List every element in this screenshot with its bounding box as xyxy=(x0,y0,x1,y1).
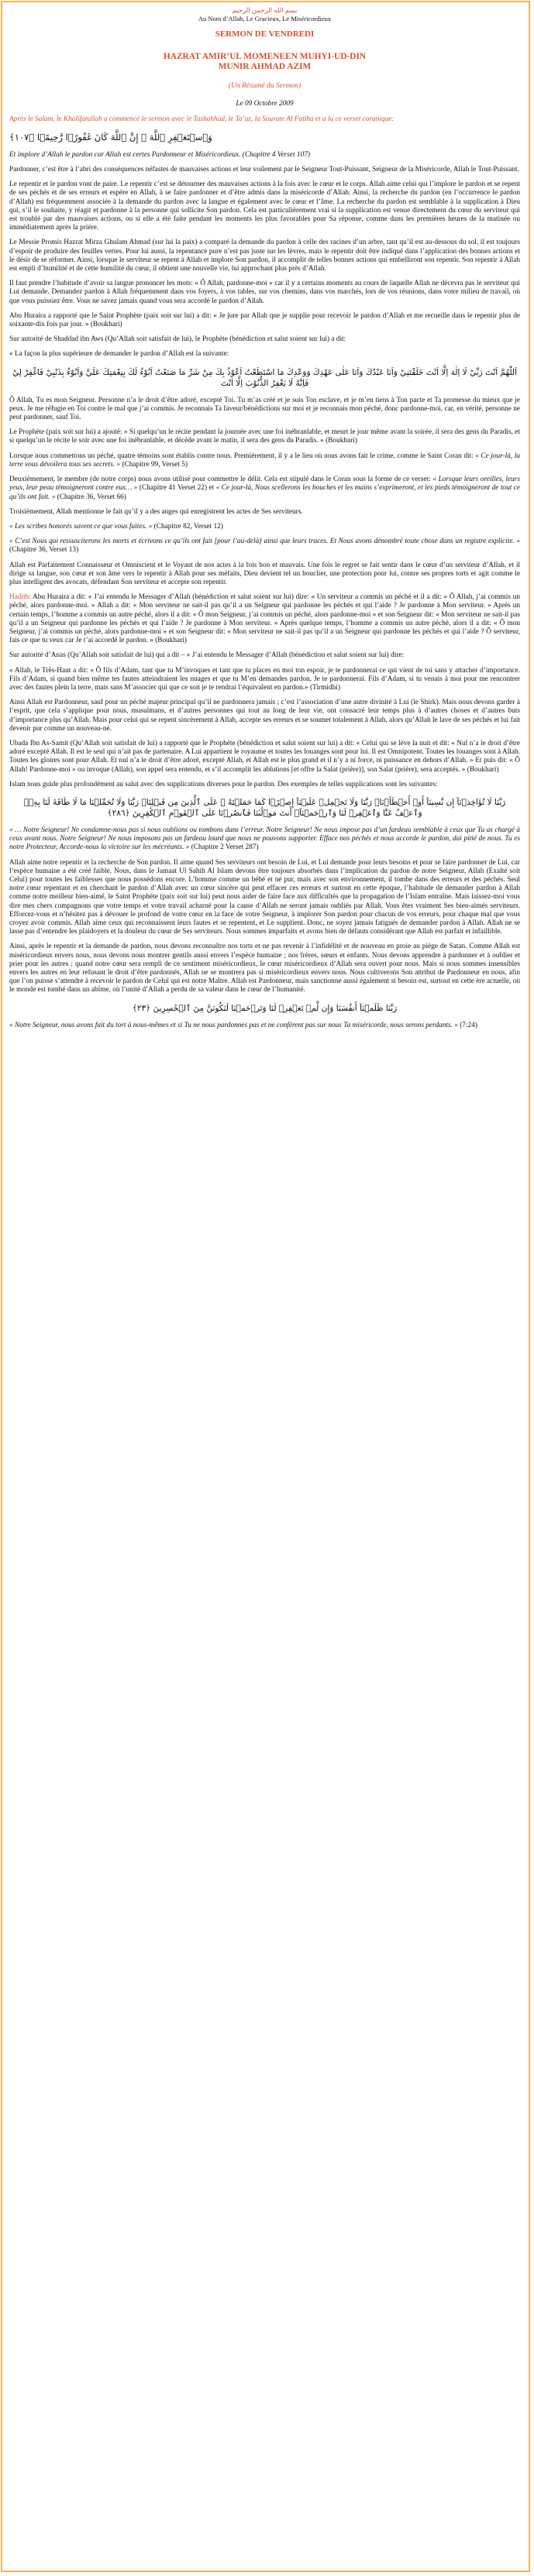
paragraph xyxy=(9,826,520,853)
text-span: (Chapitre 99, Verset 5) xyxy=(120,460,188,469)
paragraph: Sur autorité d’Anas (Qu’Allah soit satisfait de lui) qui a dit – « J’ai entendu le Messager d’Allah (bénédiction et salut soient sur lui) dire: xyxy=(9,651,405,660)
sermon-date: Le 09 Octobre 2009 xyxy=(236,100,294,108)
paragraph: Le Prophète (paix soit sur lui) a ajouté: « Si quelqu’un le récite pendant la journée avec une foi inébranlable, et meurt le jour même avant la soirée, il sera des gens du Paradis, et si quelqu’un le récite le soir avec une foi inébranlable, et décède avant le matin, il sera des gens du Paradis. » (Boukhari) xyxy=(9,428,520,445)
paragraph: Le repentir et le pardon vont de paire. Le repentir c’est se détourner des mauvaises actions à la fois avec le cœur et le corps. Allah aime celui qui l’implore le pardon et se repent de ses péchés et de ses erreurs et espère en Allah, à se faire pardonner et d’être admis dans la miséricorde d’Allah. Ainsi, la recherche du pardon (en l’occurrence le pardon d’Allah) est fréquemment associée à la demande du pardon avec la langue et également avec le cœur et l’âme. La recherche du pardon est semblable à la supplication à Dieu qui, s’il le souhaite, y réagit et pardonne à la personne qui sollicite Son pardon. Cela est particulièrement vrai si la supplication est venue directement du cœur du serviteur qui est troublé par des mauvaises actions, ou si elle a été faite pendant les moments les plus favorables pour Sa réponse, comme dans les premières heures de la matinée ou immédiatement après la prière. xyxy=(9,180,520,232)
quran-verse-1: وَٱسۡتَغۡفِرِ ٱللَّهَ ۖ إِنَّ ٱللَّهَ كَانَ غَفُورً۬ا رَّحِيمً۬ا ﴿١٠٧﴾ xyxy=(9,131,212,143)
quote-span: « … Notre Seigneur! Ne condamne-nous pas si nous oublions ou tombons dans l’erreur. Notre Seigneur! Ne nous impose pas d’un fardeau semblable à ceux que Tu as chargé à ceux avant nous. Notre Seigneur! Ne nous imposons pas un fardeau lourd que nous ne pouvons supporter. Efface nos péchés et nous accorde le pardon, dai pitié de nous. Tu es notre Protecteur, Accorde-nous la victoire sur les mécréants. » xyxy=(9,826,520,852)
text-span: (Chapitre 41 Verset 22) et xyxy=(137,484,216,493)
paragraph: « Allah, le Très-Haut a dit: « Ô fils d’Adam, tant que tu M’invoques et tant que tu places en moi ton espoir, je te pardonnerai ce qui vient de toi sans y attacher d’importance. Fils d’Adam, si quand bien même tes fautes atteindraient les nuages et que tu M’en demandes pardon, Je te pardonnerai. Fils d’Adam, si tu venais à moi pour me rencontrer avec des fautes plein la terre, mais sans M’associer qui que ce soit je te rendrai l’équivalent en pardon.» (Tirmidhi) xyxy=(9,666,520,692)
paragraph xyxy=(9,476,520,502)
text-span: (7:24) xyxy=(457,1021,477,1029)
paragraph: Abu Huraira a rapporté que le Saint Prophète (paix soit sur lui) a dit: « Je jure par Allah que je supplie pour recevoir le pardon d’Allah et me recueille dans le repentir plus de soixante-dix fois par jour. » (Boukhari) xyxy=(9,311,520,329)
paragraph: Ô Allah, Tu es mon Seigneur. Personne n’a le droit d’être adoré, excepté Toi. Tu m’as créé et je suis Ton esclave, et je m’en tiens à Ton pacte et Ta promesse du mieux que je peux. Je me réfugie en Toi contre le mal que j’ai commis. Je reconnais Ta faveur/bénédictions sur moi et je reconnais mon péché, donc pardonne-moi, car, en vérité, personne ne peut pardonner, sauf Toi. xyxy=(9,396,520,422)
basmala: بسم الله الرحمن الرحيم xyxy=(232,6,298,14)
hadith-label: Hadith: xyxy=(9,593,33,602)
basmala-translation: Au Nom d’Allah, Le Gracieux, Le Miséricordieux xyxy=(198,15,332,22)
paragraph: Il faut prendre l’habitude d’avoir sa langue prononcer les mots: « Ô Allah, pardonne-moi » car il y a certains moments au cours de laquelle Allah ne décevra pas le serviteur qui Lui demande. Demandez pardon à Allah fréquemment dans vos foyers, à vos tables, sur vos chemins, dans vos marchés, lors de vos réunions, dans votre milieu de travail, où que vous puissiez être. Vous ne savez jamais quand vous sera accordé le pardon d’Allah. xyxy=(9,280,520,305)
title-line-2: MUNIR AHMAD AZIM xyxy=(218,61,312,71)
paragraph xyxy=(9,593,520,645)
paragraph: Ubada Ibn As-Samit (Qu’Allah soit satisfait de lui) a rapporté que le Prophète (bénédiction et salut soient sur lui) a dit: « Celui qui se lève la nuit et dit: « Nul n’a le droit d’être adoré excepté Allah. Il est le seul qui n’ait pas de partenaire. A Lui appartient le royaume et toutes les louanges sont pour lui. Il est Omnipotent. Toutes les louanges sont à Allah. Toutes les gloires sont pour Allah. Et nul n’a le droit d’être adoré, excepté Allah, et Allah est le plus grand et il n’y a ni force, ni puissance en dehors d’Allah. » Et puis dit: « Ô Allah! Pardonne-moi » ou invoque (Allah), son appel sera entendu, et s’il accomplit les ablutions [et offre la Salat (prière)], son Salat (prière), sera acceptés. » (Boukhari) xyxy=(9,739,520,774)
intro-text: Après le Salam, le Khalifatullah a commencé le sermon avec le Tashahhud, le Ta’uz, la Sourate Al Fatiha et a lu ce verset coranique: xyxy=(9,115,394,123)
quote-span: « Notre Seigneur, nous avons fait du tort à nous-mêmes et si Tu ne nous pardonnes pas et ne confèrent pas sur nous Ta miséricorde, nous serons perdants. » xyxy=(9,1021,458,1029)
quote-span: « Ce jour-là, Nous scellerons les bouches et les mains s’exprimeront, et les pieds témoigneront de tout ce qu’ils ont fait. » xyxy=(9,484,520,501)
text-span: Deuxièmement, le membre (de notre corps) nous avons utilisé pour commettre le délit. Cela est stipulé dans le Coran sous la forme de ce verset: xyxy=(9,476,433,484)
quote-span: « Ce jour-là, la terre vous dévoilera tous ses secrets. » xyxy=(9,452,520,469)
title-line-1: HAZRAT AMIR’UL MOMENEEN MUHYI-UD-DIN xyxy=(163,52,367,62)
text-span: Abu Huraira a dit: « J’ai entendu le Messager d’Allah (bénédiction et salut soient sur lui) dire: « Un serviteur a commis un péché et il a dit: « Ô Allah, j’ai commis un péché, alors pardonne-moi. » Allah a dit: « Mon serviteur ne sait-il pas qu’il a un Seigneur qui pardonne les péchés et qui l’aide ? Je pardonne à Mon serviteur. » Après un certain temps, l’homme a commis un autre péché, alors il a dit: « Ô mon Seigneur, j’ai commis un péché, alors pardonne-moi » et son Seigneur dit: « Mon serviteur ne sait-il pas qu’il a un Seigneur qui pardonne les péchés et qui l’aide ? Je pardonne à Mon serviteur. » Après quelque temps, l’homme a commis un autre péché, alors il a dit: « Ô mon Seigneur, j’ai commis un péché, alors pardonne-moi » et son Seigneur dit: « Mon serviteur ne sait-il pas qu’il a un Seigneur qui pardonne les péchés et qui l’aide ? Ô serviteur, fais ce que tu veux car Je t’ai accordé le pardon. » (Boukhari) xyxy=(9,593,520,645)
page-title xyxy=(9,52,520,71)
paragraph: Allah est Parfaitement Connaisseur et Omniscient et le Voyant de nos actes à la fois bon et mauvais. Une fois le regret se fait sentir dans le cœur d’un serviteur d’Allah, et il dirige sa langue, son cœur et son âme vers le repentir à Allah pour ses méfaits, Dieu devient tel un bouclier, une protection pour lui, contre ses propres torts et agit comme le plus intelligent des avocats, défendant Son serviteur et accepte son repentir. xyxy=(9,561,520,586)
quran-verse-2-286: رَبَّنَا لَا تُؤَاخِذۡنَآ إِن نَّسِينَآ أَوۡ أَخۡطَأۡنَا‌ۚ رَبَّنَا وَلَا تَحۡمِلۡ عَلَيۡنَآ إِصۡرً۬ا كَمَا حَمَلۡتَهُ ۥ عَلَى ٱلَّذِينَ مِن قَبۡلِنَا‌ۚ رَبَّنَا وَلَا تُحَمِّلۡنَا مَا لَا طَاقَةَ لَنَا بِهِۦ‌ۖ وَٱعۡفُ عَنَّا وَٱغۡفِرۡ لَنَا وَٱرۡحَمۡنَآ‌ۚ أَنتَ مَوۡلَٰٮٰنَا فَٱنصُرۡنَا عَلَى ٱلۡقَوۡمِ ٱلۡكَٰفِرِينَ ﴿٢٨٦﴾ xyxy=(23,797,506,818)
sermon-heading: SERMON DE VENDREDI xyxy=(215,29,315,39)
paragraph: Ainsi Allah est Pardonneur, sauf pour un péché majeur principal qu’il ne pardonnera jamais ; c’est l’association d’une autre divinité à Lui (le Shirk). Mais nous devons garder à l’esprit, que cela s’applique pour nous, musulmans, et d’autres personnes qui tout au long de leur vie, ont consacré leur temps plus à d’autres choses et d’autres buts d’importance plus qu’Allah. Mais pour celui qui se repent sincèrement à Allah, accepte ses erreurs et se soumet totalement à Allah, alors qu’Allah le lave de ses péchés et lui fait devenir pur comme un nouveau-né. xyxy=(9,699,520,733)
quote-span: « C’est Nous qui ressusciterons les morts et écrivons ce qu’ils ont fait [pour l’au-delà] ainsi que leurs traces. Et Nous avons dénombré toute chose dans un registre explicite. » xyxy=(9,538,520,546)
quran-verse-7-23: رَبَّنَا ظَلَمۡنَآ أَنفُسَنَا وَإِن لَّمۡ تَغۡفِرۡ لَنَا وَتَرۡحَمۡنَا لَنَكُونَنَّ مِنَ ٱلۡخَٰسِرِينَ ﴿٢٣﴾ xyxy=(132,1003,398,1013)
text-span: (Chapitre 2 Verset 287) xyxy=(189,843,259,852)
paragraph: Ainsi, après le repentir et la demande de pardon, nous devons reconnaître nos torts et ne pas revenir à l’infidélité et de nouveau en proie au piège de Satan. Comme Allah est miséricordieux envers nous, nous devons nous montrer gentils aussi envers l’espèce humaine ; nos frères, sœurs et enfants. Nous devons apprendre à pardonner et à oublier et prier pour les autres ; quand notre cœur sera rempli de ce sentiment miséricordieux, le cœur miséricordieux d’Allah sera ouvert pour nous. Mais si nous sommes insensibles envers les autres en leur refusant le droit d’être pardonnés, Allah ne se montrera pas si miséricordieux envers nous. Nous cultiverons Son attribut de Pardonneur en nous, afin que l’on puisse s’attendre à recevoir le pardon de Celui qui est notre Maître. Allah est Pardonneur, mais sanctionne aussi également si besoin est, surtout en cette ère actuelle, où le monde est tombé dans un abîme, où l’unité d’Allah a perdu de sa valeur dans le cœur de l’humanité. xyxy=(9,943,520,994)
quote-span: « Lorsque leurs oreilles, leurs yeux, leur peau témoigneront contre eux… » xyxy=(9,476,520,493)
paragraph: Et implore d’Allah le pardon car Allah est certes Pardonneur et Miséricordieux. (Chapitre 4 Verset 107) xyxy=(9,150,310,159)
paragraph: Islam nous guide plus profondément au salut avec des supplications diverses pour le pardon. Des exemples de telles supplications sont les suivantes: xyxy=(9,780,438,788)
summary-subtitle: (Un Résumé du Sermon) xyxy=(228,82,301,91)
text-span: (Chapitre 36, Verset 66) xyxy=(55,493,126,501)
paragraph xyxy=(9,538,520,555)
paragraph: Troisièmement, Allah mentionne le fait qu’il y a des anges qui enregistrent les actes de Ses serviteurs. xyxy=(9,507,303,516)
page-frame xyxy=(1,1,530,2572)
paragraph: Le Messie Promis Hazrat Mirza Ghulam Ahmad (sur lui la paix) a comparé la demande du pardon à celle des racines d’un arbre, tant qu’il est au-dessous du sol, il est toujours d’espoir de produire des feuilles vertes. Pour lui aussi, la repentance pure n’est pas juste sur les lèvres, mais le repentir doit être indiqué dans l’application des bonnes actions et le désir de se réformer. Ainsi, lorsque le serviteur se repent à Allah et implore Son pardon, il accomplit de telles bonnes actions qui embelliront son repentir. Son repentir à Allah est empli d’humilité et de cette humilité du cœur, il obtient une nouvelle vie, lui approchant plus près d’Allah. xyxy=(9,239,520,273)
sermon-content xyxy=(2,2,529,1030)
paragraph xyxy=(9,452,520,469)
paragraph: Pardonner, c’est être à l’abri des conséquences néfastes de mauvaises actions et leur voilement par le Seigneur Tout-Puissant, Seigneur de la Miséricorde, Allah le Tout-Puissant. xyxy=(9,166,519,174)
paragraph: Allah aime notre repentir et la recherche de Son pardon. Il aime quand Ses serviteurs ont besoin de Lui, et Lui demande pour leurs besoins et pour se faire pardonner de Lui, car l’espèce humaine a été créé faible. Nous, dans le Jamaat Ul Sahih Al Islam devons être toujours absorbés dans l’implication du pardon de notre Seigneur, Allah (Exalté soit Celui) pour toutes les faiblesses que nous possédons encore. L’homme comme un bébé et né pur, mais avec son environnement, il tombe dans des erreurs et des péchés. Seul notre cœur repentant et en cherchant le pardon d’Allah avec un cœur sincère qui peut effacer ces erreurs et surtout en cette époque, l’habitude de demander pardon à Allah comme notre meilleur bien-aimé, le Saint Prophète (paix soit sur lui) peut nous aider de faire face aux difficultés que la propagation de l’Islam entraîne. Mais laissez-moi vous dire mes chers compagnons que votre temps et votre travail acharné pour la cause d’Allah ne seront jamais oubliés par Allah. Vous êtes vraiment Ses bien-aimés serviteurs. Efforcez-vous et n’hésitez pas à dévouer le profond de votre cœur en la face de votre Seigneur, à implorer Son pardon pour chacun de vos erreurs, pour chaque mal que vous croyez avoir commis. Allah aime ceux qui reconnaissent leurs fautes et se repentent, et Le supplient. Donc, ne soyez jamais fatigués de demander pardon à Allah. Allah ne se lasse pas d’entendre les plaidoyers et la douleur du cœur de Ses serviteurs. Nous sommes imparfaits et avons bien de défauts considérant que Allah est parfait et infaillible. xyxy=(9,858,520,936)
quote-span: « Les scribes honorés savent ce que vous faites. » xyxy=(9,522,153,531)
paragraph xyxy=(9,1022,520,1030)
dua-arabic-block: اَللّٰهُمَّ اَنْتَ رَبِّيْ لَا اِلٰهَ اِلَّا اَنْتَ خَلَقْتَنِيْ وَاَنَا عَبْدُكَ وَاَنَا عَلٰى عَهْدِكَ وَوَعْدِكَ مَا اسْتَطَعْتُ اَعُوْذُ بِكَ مِنْ شَرِّ مَا صَنَعْتُ اَبُوْءُ لَكَ بِنِعْمَتِكَ عَلَيَّ وَاَبُوْءُ بِذَنْبِيْ فَاغْفِرْ لِيْ فَاِنَّهُ لَا يَغْفِرُ الذُّنُوْبَ اِلَّا اَنْتَ xyxy=(12,367,517,388)
paragraph: Sur autorité de Shaddad ibn Aws (Qu’Allah soit satisfait de lui), le Prophète (bénédiction et salut soient sur lui) a dit: xyxy=(9,335,346,344)
text-span: (Chapitre 82, Verset 12) xyxy=(152,522,223,531)
paragraph xyxy=(9,523,520,531)
text-span: Lorsque nous commettons un péché, quatre témoins sont établis contre nous. Premièrement, il y a le lieu où nous avons fait le crime, comme le Saint Coran dit: xyxy=(9,452,476,460)
paragraph: « La façon la plus supérieure de demander le pardon d’Allah est la suivante: xyxy=(9,350,229,359)
text-span: (Chapitre 36, Verset 13) xyxy=(9,546,79,555)
